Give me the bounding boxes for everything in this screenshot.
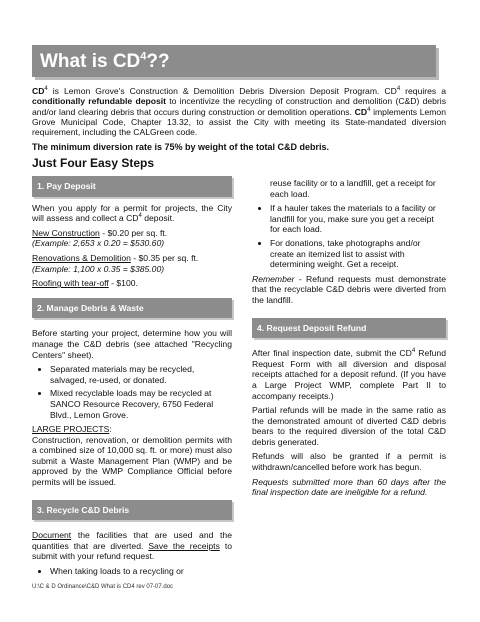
new-construction-rate: New Construction - $0.20 per sq. ft. (Example: 2,653 x 0.20 = $530.60) [32, 227, 168, 249]
steps-heading: Just Four Easy Steps [32, 156, 155, 170]
file-path-footer: U:\C & D Ordinance\C&D What is CD4 rev 07-07.doc [32, 584, 174, 590]
right-column [252, 178, 446, 502]
partial-refund-text: Partial refunds will be made in the same ratio as the demonstrated amount of diverted C&D debris bears to the required diversion of the total C&D debris generated. [252, 405, 446, 447]
intro-section [32, 86, 446, 158]
list-item: • Separated materials may be recycled, salvaged, re-used, or donated. [50, 364, 232, 385]
recycle-text: Document the facilities that are used and the quantities that are diverted. Save the receipts to submit with your refund request. [32, 530, 232, 562]
list-item-continued: reuse facility or to a landfill, get a receipt for each load. [270, 178, 436, 199]
title-banner [32, 45, 436, 77]
renovation-rate: Renovations & Demolition - $0.35 per sq. ft. (Example: 1,100 x 0.35 = $385.00) [32, 252, 199, 274]
manage-debris-text: Before starting your project, determine how you will manage the C&D debris (see attached "Recycling Centers" sheet). [32, 328, 232, 360]
list-item: • Mixed recyclable loads may be recycled at SANCO Resource Recovery, 6750 Federal Blvd., Lemon Grove. [50, 388, 232, 420]
intro-paragraph: $CD^4$ is Lemon Grove's Construction & Demolition Debris Diversion Deposit Program. $CD^4$ requires a conditionally refundable deposit to incentivize the recycling of construction and demolition (C&D) debris and/or land clearing debris that occurs during construction or demolition operations. $CD^4$ implements Lemon Grove Municipal Code, Chapter 13.32, to assist the City with meeting its State-mandated diversion requirement, including the CALGreen code. [32, 86, 447, 138]
remember-note: Remember - Refund requests must demonstrate that the recyclable C&D debris were diverted from the landfill. [252, 273, 446, 305]
recycle-list-continued [252, 203, 446, 270]
pay-deposit-text: When you apply for a permit for projects, the City will assess and collect a $CD^4$ deposit. [32, 202, 232, 224]
minimum-diversion-rate: The minimum diversion rate is 75% by weight of the total C&D debris. [32, 142, 330, 153]
section-recycle-header: 3. Recycle C&D Debris [32, 500, 232, 521]
list-item: • If a hauler takes the materials to a facility or landfill for you, make sure you get a receipt for each load. [270, 203, 446, 235]
roofing-rate: Roofing with tear-off - $100. [32, 278, 138, 289]
large-projects-text: LARGE PROJECTS: Construction, renovation, or demolition permits with a combined size of 10,000 sq. ft. or more) must also submit a Waste Management Plan (WMP) and be approved by the WMP Compliance Official before permits will be issued. [32, 424, 232, 488]
section-pay-deposit-header: 1. Pay Deposit [32, 176, 232, 197]
manage-debris-list [32, 364, 232, 420]
section-request-refund-header: 4. Request Deposit Refund [252, 318, 446, 339]
page-title: What is $CD^4$?? [40, 50, 170, 72]
section-manage-debris-header: 2. Manage Debris & Waste [32, 298, 232, 319]
list-item: • For donations, take photographs and/or create an itemized list to assist with determining weight. Get a receipt. [270, 238, 446, 270]
list-item: • When taking loads to a recycling or [50, 566, 232, 577]
recycle-list [32, 566, 232, 577]
left-column [32, 176, 232, 581]
ineligible-note: Requests submitted more than 60 days after the final inspection date are ineligible for a refund. [252, 476, 446, 498]
withdrawn-permit-text: Refunds will also be granted if a permit is withdrawn/cancelled before work has begun. [252, 451, 446, 473]
refund-text: After final inspection date, submit the $CD^4$ Refund Request Form with all diversion and disposal receipts attached for a deposit refund. (If you have a Large Project WMP, complete Part II to accompany receipts.) [252, 348, 446, 401]
